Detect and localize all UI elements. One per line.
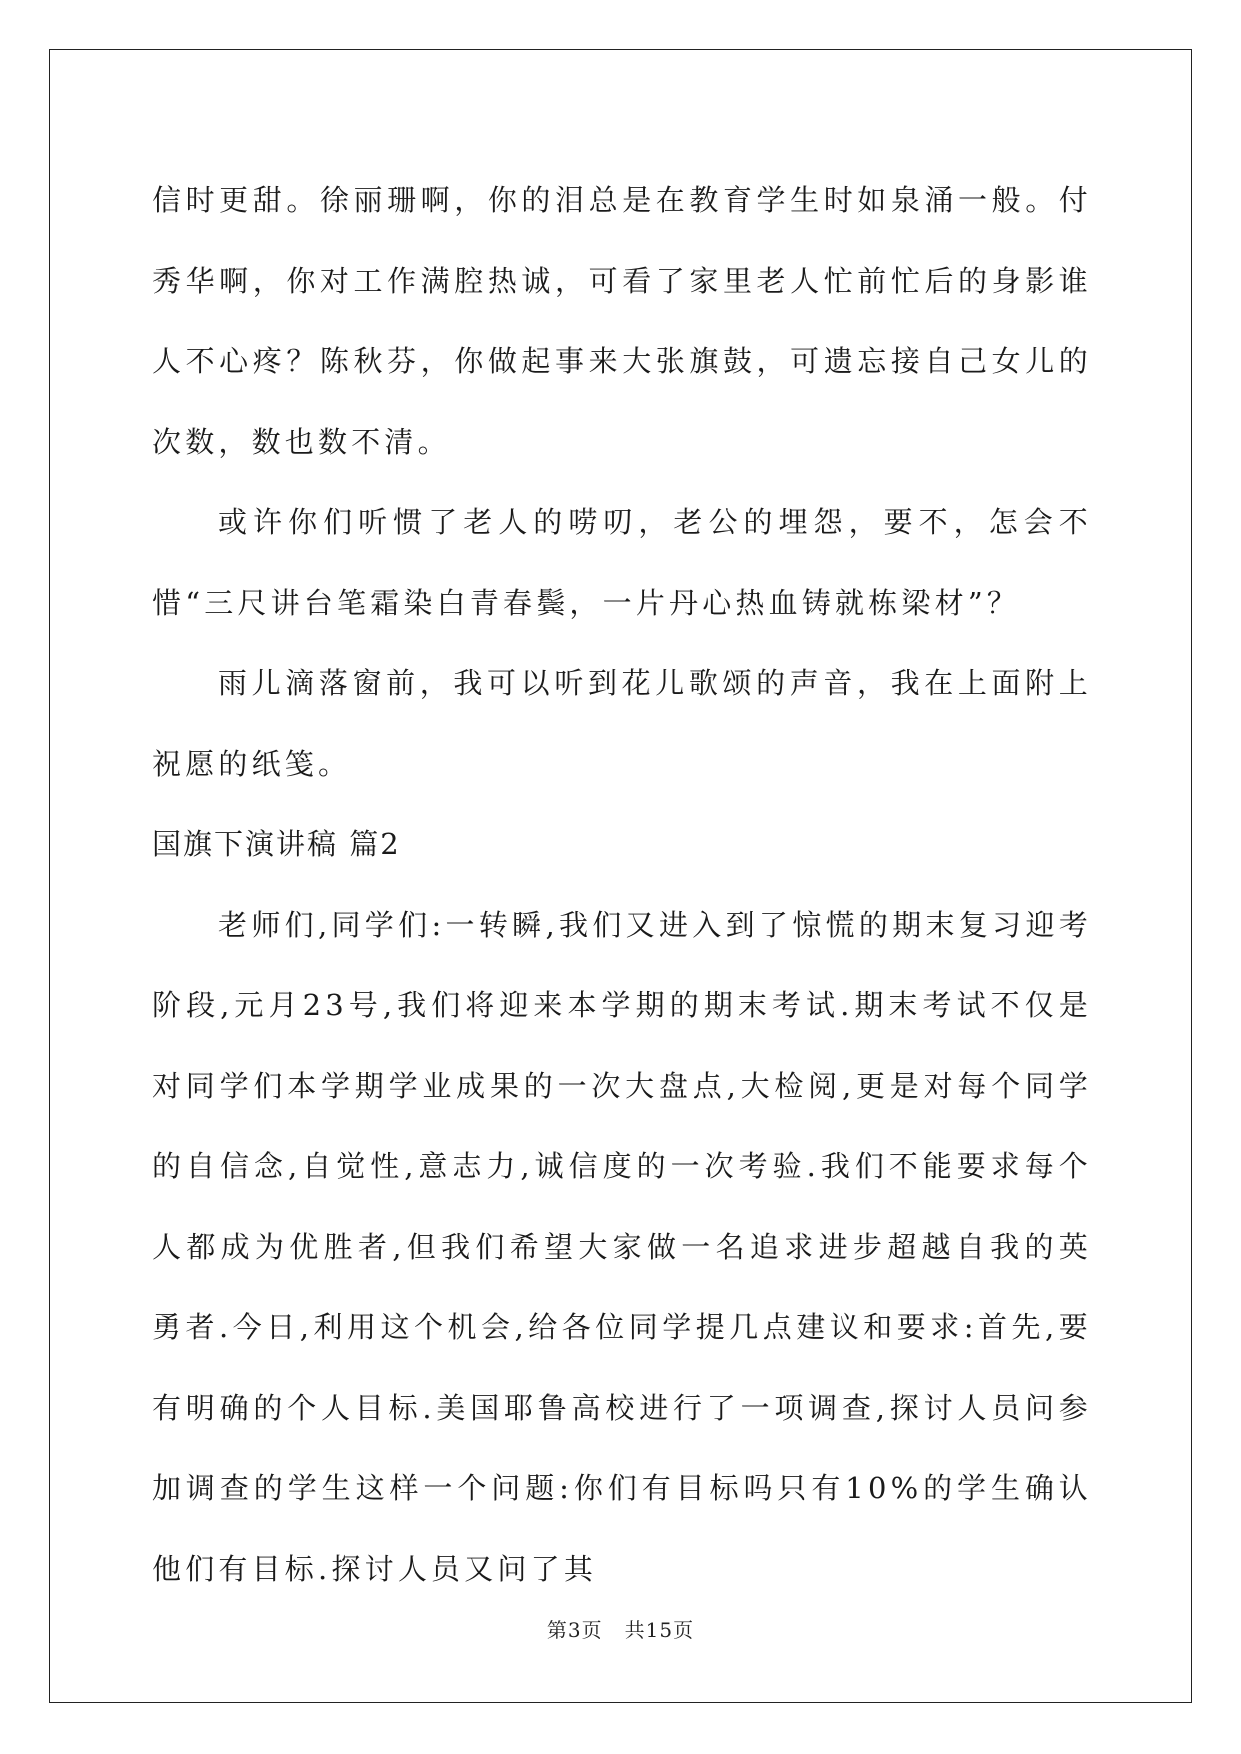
page-footer [0, 1614, 1241, 1643]
document-body [152, 160, 1092, 1609]
page-total: 共15页 [624, 1618, 695, 1642]
section-heading: 国旗下演讲稿 篇2 [152, 827, 401, 861]
paragraph-4: 老师们,同学们:一转瞬,我们又进入到了惊慌的期末复习迎考阶段,元月23号,我们将迎来本学期的期末考试.期末考试不仅是对同学们本学期学业成果的一次大盘点,大检阅,更是对每个同学的自信念,自觉性,意志力,诚信度的一次考验.我们不能要求每个人都成为优胜者,但我们希望大家做一名追求进步超越自我的英勇者.今日,利用这个机会,给各位同学提几点建议和要求:首先,要有明确的个人目标.美国耶鲁高校进行了一项调查,探讨人员问参加调查的学生这样一个问题:你们有目标吗只有10%的学生确认他们有目标.探讨人员又问了其 [152, 907, 1092, 1586]
paragraph-2: 或许你们听惯了老人的唠叨，老公的埋怨，要不，怎会不惜“三尺讲台笔霜染白青春鬓，一片丹心热血铸就栋梁材”？ [152, 505, 1092, 620]
page-number: 第3页 [546, 1618, 603, 1642]
paragraph-1: 信时更甜。徐丽珊啊，你的泪总是在教育学生时如泉涌一般。付秀华啊，你对工作满腔热诚，可看了家里老人忙前忙后的身影谁人不心疼？陈秋芬，你做起事来大张旗鼓，可遗忘接自己女儿的次数，数也数不清。 [152, 183, 1092, 459]
paragraph-3: 雨儿滴落窗前，我可以听到花儿歌颂的声音，我在上面附上祝愿的纸笺。 [152, 666, 1092, 781]
